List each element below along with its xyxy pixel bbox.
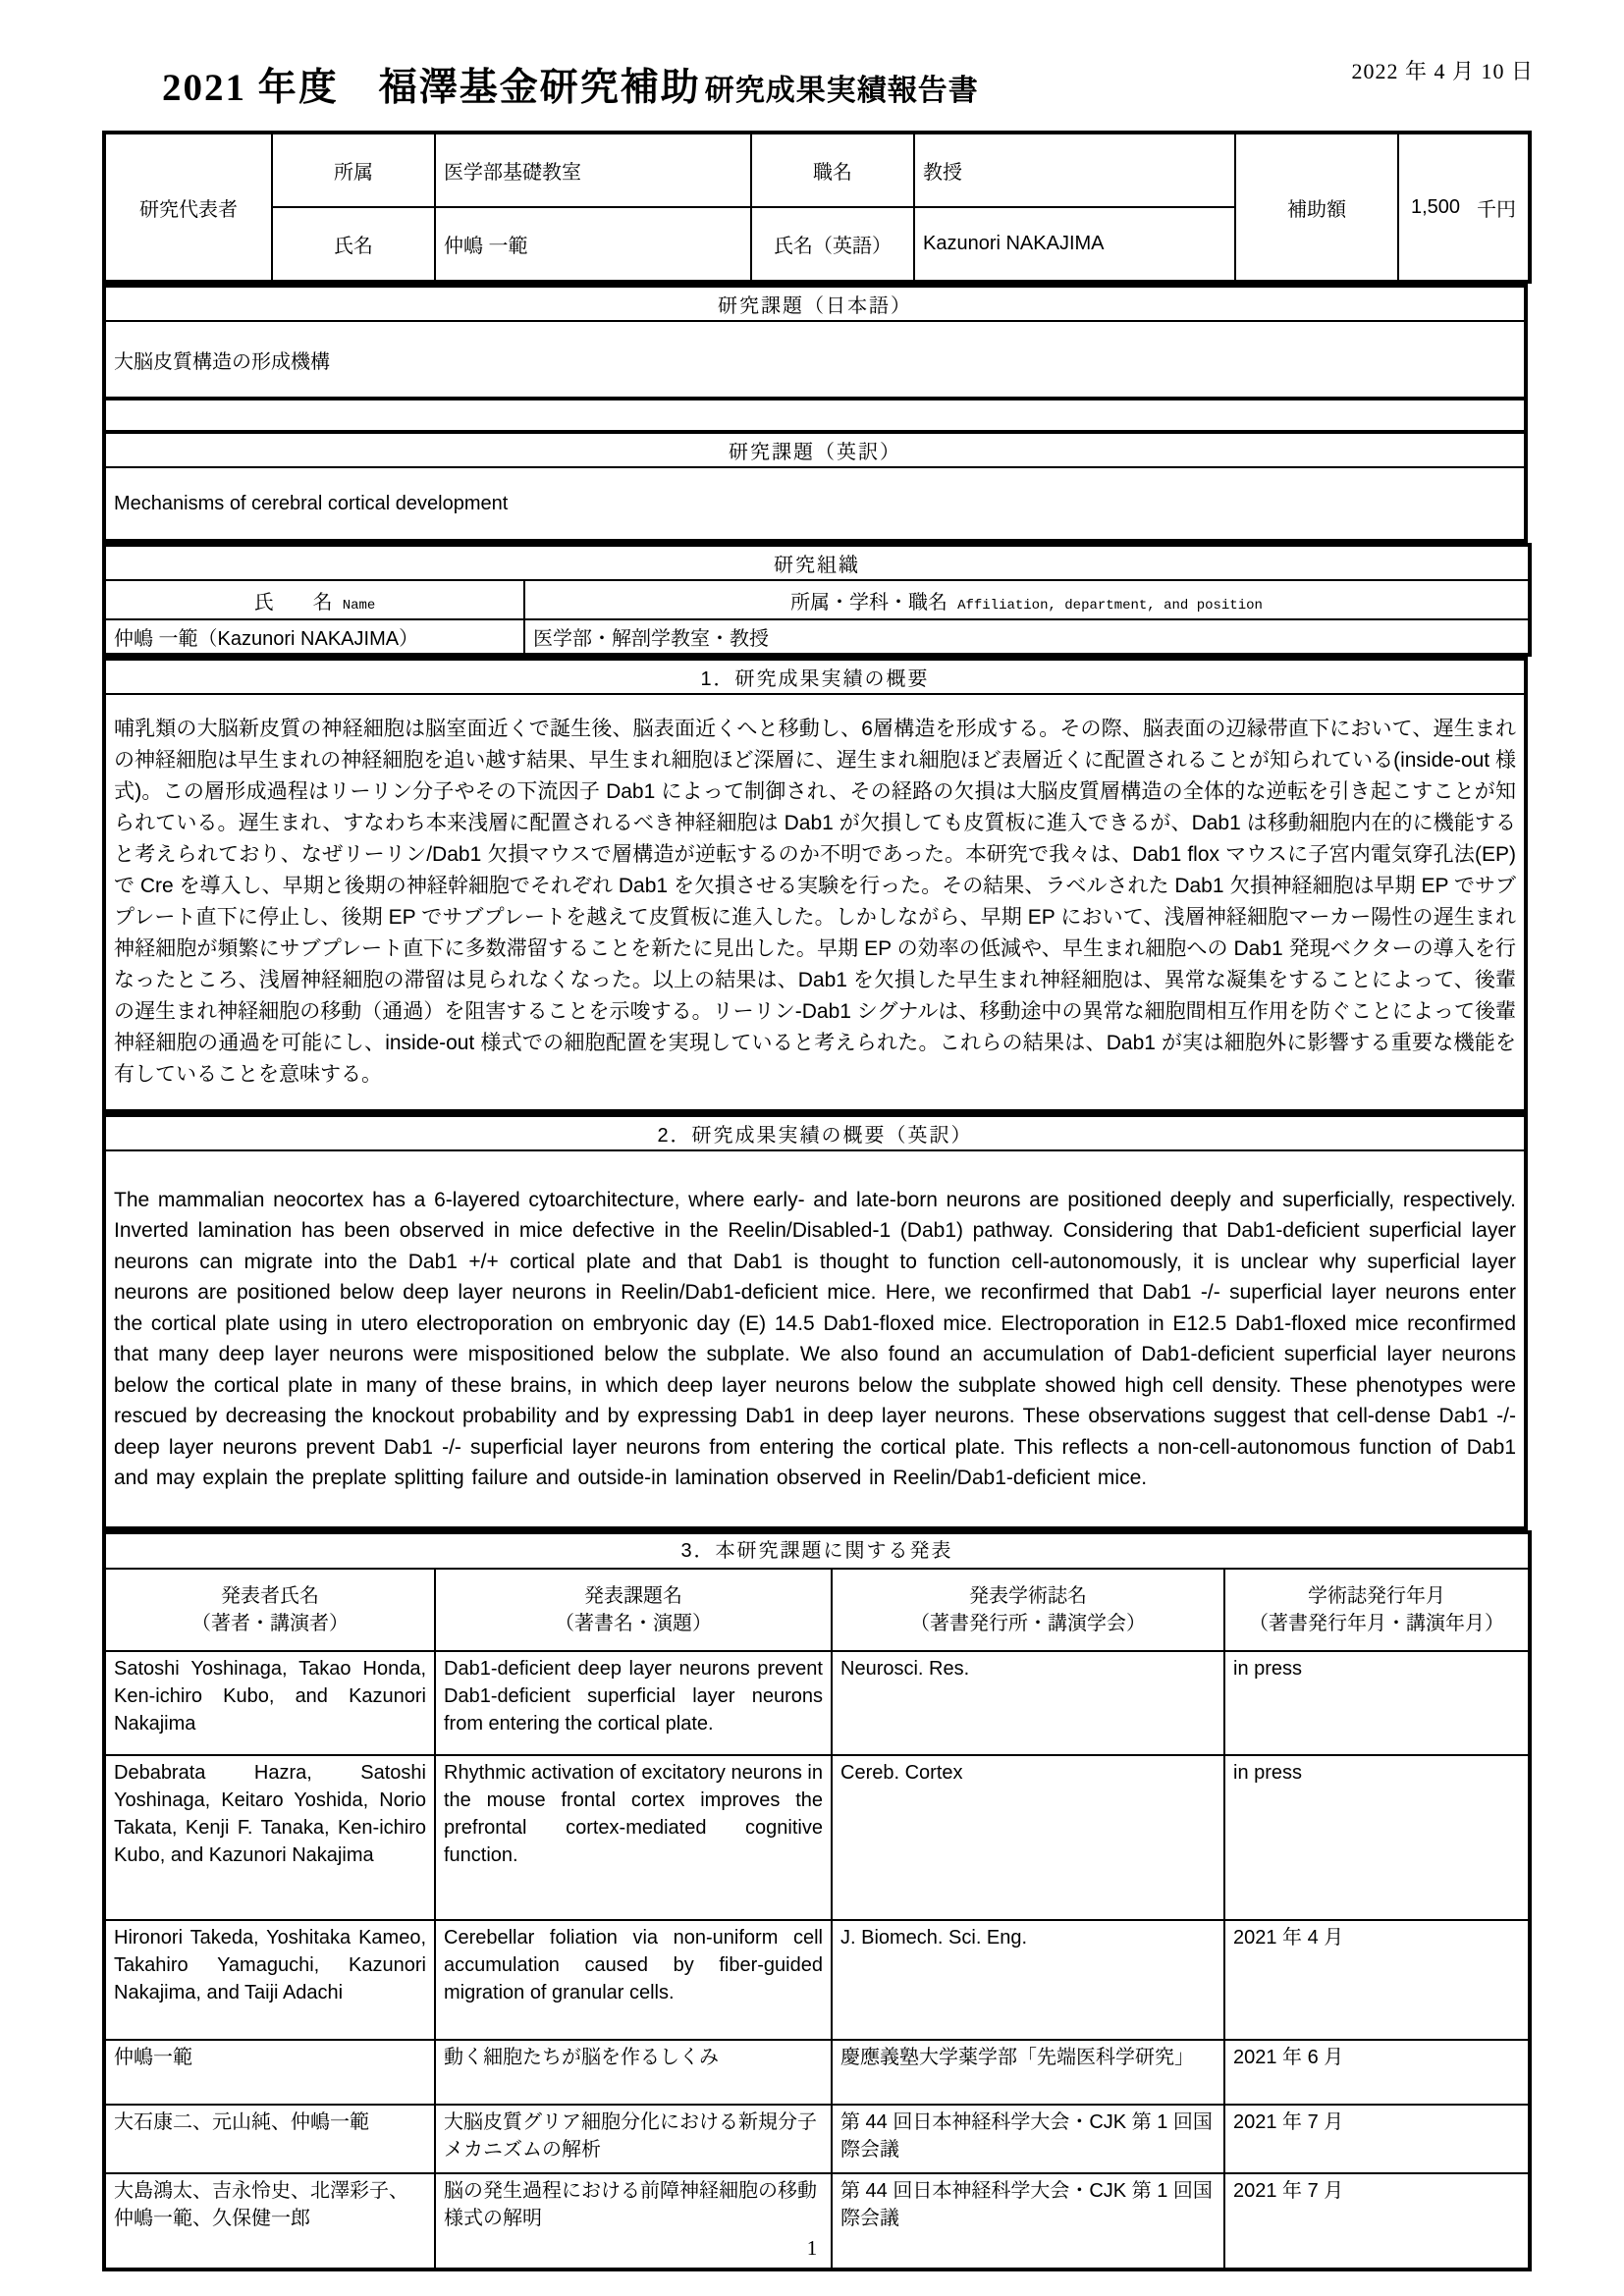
pub-column-title-line2: （著書名・演題）	[555, 1613, 712, 1634]
pub-column-venue-line1: 発表学術誌名	[969, 1585, 1087, 1607]
grant-amount-cell	[1398, 133, 1530, 282]
pub-column-authors-line2: （著者・講演者）	[191, 1613, 349, 1634]
pi-name-label: 氏名	[272, 207, 435, 282]
table-header-row	[104, 1569, 1530, 1651]
pub-column-venue	[832, 1569, 1224, 1651]
pi-position-value: 教授	[914, 133, 1235, 207]
pub-date: in press	[1224, 1651, 1530, 1755]
table-row	[104, 659, 1526, 694]
table-row	[104, 1115, 1526, 1150]
table-row	[104, 580, 1530, 619]
summary-en-block	[102, 1113, 1528, 1530]
report-date: 2022 年 4 月 10 日	[1351, 59, 1534, 83]
pub-column-date	[1224, 1569, 1530, 1651]
pub-venue: J. Biomech. Sci. Eng.	[832, 1920, 1224, 2040]
org-affiliation-column-ja: 所属・学科・職名	[790, 591, 948, 614]
org-affiliation-column-en: Affiliation, department, and position	[957, 597, 1263, 614]
pub-authors: Debabrata Hazra, Satoshi Yoshinaga, Keitaro Yoshida, Norio Takata, Kenji F. Tanaka, Ken-ichiro Kubo, and Kazunori Nakajima	[104, 1755, 435, 1920]
table-row	[104, 619, 1530, 655]
pub-column-title	[435, 1569, 832, 1651]
pub-venue: 慶應義塾大学薬学部「先端医科学研究」	[832, 2040, 1224, 2105]
org-name-column-en: Name	[342, 597, 376, 614]
pub-column-title-line1: 発表課題名	[584, 1585, 682, 1607]
pub-title: 脳の発生過程における前障神経細胞の移動様式の解明	[435, 2173, 832, 2269]
org-member-affiliation: 医学部・解剖学教室・教授	[524, 619, 1530, 655]
grant-amount-unit: 千円	[1477, 198, 1516, 221]
page-title	[162, 57, 979, 112]
section-header-summary-en: 2．研究成果実績の概要（英訳）	[104, 1115, 1526, 1150]
page-number: 1	[806, 2236, 818, 2260]
organization-table	[102, 543, 1532, 657]
table-row	[104, 545, 1530, 580]
grant-amount-value: 1,500	[1411, 195, 1461, 218]
pub-date: 2021 年 6 月	[1224, 2040, 1530, 2105]
pub-venue: 第 44 回日本神経科学大会・CJK 第 1 回国際会議	[832, 2105, 1224, 2173]
section-header-summary-ja: 1．研究成果実績の概要	[104, 659, 1526, 694]
pub-column-venue-line2: （著書発行所・講演学会）	[910, 1613, 1146, 1634]
pi-name-en-value: Kazunori NAKAJIMA	[914, 207, 1235, 282]
pi-position-label: 職名	[751, 133, 914, 207]
investigator-table	[102, 131, 1532, 284]
table-row	[104, 1532, 1530, 1569]
org-member-name: 仲嶋 一範（Kazunori NAKAJIMA）	[104, 619, 524, 655]
org-affiliation-column-header	[524, 580, 1530, 619]
pub-date: in press	[1224, 1755, 1530, 1920]
pub-venue: 第 44 回日本神経科学大会・CJK 第 1 回国際会議	[832, 2173, 1224, 2269]
table-row	[104, 133, 1530, 207]
org-name-column-ja: 氏 名	[253, 591, 333, 614]
section-header-organization: 研究組織	[104, 545, 1530, 580]
summary-en-text: The mammalian neocortex has a 6-layered cytoarchitecture, where early- and late-born neurons are positioned deeply and superficially, respectively. Inverted lamination has been observed in mice defective in the Reelin/Disabled-1 (Dab1) pathway. Considering that Dab1-deficient superficial layer neurons can migrate into the Dab1 +/+ cortical plate and that Dab1 is thought to function cell-autonomously, it is unclear why superficial layer neurons are positioned below deep layer neurons in Reelin/Dab1-deficient mice. Here, we reconfirmed that Dab1 -/- superficial layer neurons enter the cortical plate using in utero electroporation on embryonic day (E) 14.5 Dab1-floxed mice. Electroporation in E12.5 Dab1-floxed mice reconfirmed that many deep layer neurons were mispositioned below the subplate. We also found an accumulation of Dab1-deficient superficial layer neurons below the cortical plate in many of these brains, in which deep layer neurons below the subplate showed high cell density. These phenotypes were rescued by decreasing the knockout probability and by expressing Dab1 in deep layer neurons. These observations suggest that cell-dense Dab1 -/- deep layer neurons prevent Dab1 -/- superficial layer neurons from entering the cortical plate. This reflects a non-cell-autonomous function of Dab1 and may explain the preplate splitting failure and outside-in lamination observed in Reelin/Dab1-deficient mice.	[104, 1150, 1526, 1528]
pub-authors: 大島鴻太、吉永怜史、北澤彩子、仲嶋一範、久保健一郎	[104, 2173, 435, 2269]
pub-authors: 仲嶋一範	[104, 2040, 435, 2105]
pub-venue: Neurosci. Res.	[832, 1651, 1224, 1755]
research-title-en-value: Mechanisms of cerebral cortical development	[104, 467, 1526, 541]
research-title-ja-value: 大脳皮質構造の形成機構	[104, 321, 1526, 399]
publications-table	[102, 1530, 1532, 2271]
table-row	[104, 1651, 1530, 1755]
research-title-en-block	[102, 430, 1528, 543]
pub-column-date-line1: 学術誌発行年月	[1308, 1585, 1445, 1607]
pub-date: 2021 年 4 月	[1224, 1920, 1530, 2040]
summary-ja-text: 哺乳類の大脳新皮質の神経細胞は脳室面近くで誕生後、脳表面近くへと移動し、6層構造を形成する。その際、脳表面の辺縁帯直下において、遅生まれの神経細胞は早生まれの神経細胞を追い越す結果、早生まれ細胞ほど深層に、遅生まれ細胞ほど表層近くに配置されることが知られている(inside-out 様式)。この層形成過程はリーリン分子やその下流因子 Dab1 によって制御され、その経路の欠損は大脳皮質層構造の全体的な逆転を引き起こすことが知られている。遅生まれ、すなわち本来浅層に配置されるべき神経細胞は Dab1 が欠損しても皮質板に進入できるが、Dab1 は移動細胞内在的に機能すると考えられており、なぜリーリン/Dab1 欠損マウスで層構造が逆転するのか不明であった。本研究で我々は、Dab1 flox マウスに子宮内電気穿孔法(EP)で Cre を導入し、早期と後期の神経幹細胞でそれぞれ Dab1 を欠損させる実験を行った。その結果、ラベルされた Dab1 欠損神経細胞は早期 EP でサブプレート直下に停止し、後期 EP でサブプレートを越えて皮質板に進入した。しかしながら、早期 EP において、浅層神経細胞マーカー陽性の遅生まれ神経細胞が頻繁にサブプレート直下に多数滞留することを新たに見出した。早期 EP の効率の低減や、早生まれ細胞への Dab1 発現ベクターの導入を行なったところ、浅層神経細胞の滞留は見られなくなった。以上の結果は、Dab1 を欠損した早生まれ神経細胞は、異常な凝集をすることによって、後輩の遅生まれ神経細胞の移動（通過）を阻害することを示唆する。リーリン-Dab1 シグナルは、移動途中の異常な細胞間相互作用を防ぐことによって後輩神経細胞の通過を可能にし、inside-out 様式での細胞配置を実現していると考えられた。これらの結果は、Dab1 が実は細胞外に影響する重要な機能を有していることを意味する。	[104, 694, 1526, 1111]
summary-ja-block	[102, 657, 1528, 1113]
table-row	[104, 286, 1526, 321]
table-row	[104, 1920, 1530, 2040]
pub-column-authors-line1: 発表者氏名	[221, 1585, 319, 1607]
pi-affiliation-value: 医学部基礎教室	[435, 133, 751, 207]
table-row	[104, 1755, 1530, 1920]
pub-authors: 大石康二、元山純、仲嶋一範	[104, 2105, 435, 2173]
grant-label: 補助額	[1235, 133, 1398, 282]
grant-amount-wrap	[1407, 193, 1520, 222]
report-body	[102, 131, 1528, 2271]
pub-column-authors	[104, 1569, 435, 1651]
pi-name-value: 仲嶋 一範	[435, 207, 751, 282]
table-row	[104, 2040, 1530, 2105]
section-header-research-title-en: 研究課題（英訳）	[104, 432, 1526, 467]
pi-role-label: 研究代表者	[104, 133, 272, 282]
pub-title: Cerebellar foliation via non-uniform cell accumulation caused by fiber-guided migration of granular cells.	[435, 1920, 832, 2040]
page-title-main: 2021 年度 福澤基金研究補助	[162, 67, 701, 109]
table-row	[104, 1150, 1526, 1528]
pub-date: 2021 年 7 月	[1224, 2173, 1530, 2269]
pub-authors: Hironori Takeda, Yoshitaka Kameo, Takahiro Yamaguchi, Kazunori Nakajima, and Taiji Adachi	[104, 1920, 435, 2040]
table-row	[104, 2105, 1530, 2173]
section-gap	[102, 400, 1528, 430]
table-row	[104, 432, 1526, 467]
pub-date: 2021 年 7 月	[1224, 2105, 1530, 2173]
pub-title: Dab1-deficient deep layer neurons prevent Dab1-deficient superficial layer neurons from entering the cortical plate.	[435, 1651, 832, 1755]
table-row	[104, 321, 1526, 399]
table-row	[104, 467, 1526, 541]
pub-title: 動く細胞たちが脳を作るしくみ	[435, 2040, 832, 2105]
page-title-sub: 研究成果実績報告書	[704, 75, 979, 107]
pub-title: Rhythmic activation of excitatory neurons in the mouse frontal cortex improves the prefrontal cortex-mediated cognitive function.	[435, 1755, 832, 1920]
pi-affiliation-label: 所属	[272, 133, 435, 207]
section-header-research-title-ja: 研究課題（日本語）	[104, 286, 1526, 321]
pub-authors: Satoshi Yoshinaga, Takao Honda, Ken-ichiro Kubo, and Kazunori Nakajima	[104, 1651, 435, 1755]
org-name-column-header	[104, 580, 524, 619]
pub-column-date-line2: （著書発行年月・講演年月）	[1249, 1613, 1504, 1634]
research-title-ja-block	[102, 284, 1528, 400]
table-row	[104, 694, 1526, 1111]
pub-venue: Cereb. Cortex	[832, 1755, 1224, 1920]
pub-title: 大脳皮質グリア細胞分化における新規分子メカニズムの解析	[435, 2105, 832, 2173]
section-header-publications: 3．本研究課題に関する発表	[104, 1532, 1530, 1569]
pi-name-en-label: 氏名（英語）	[751, 207, 914, 282]
